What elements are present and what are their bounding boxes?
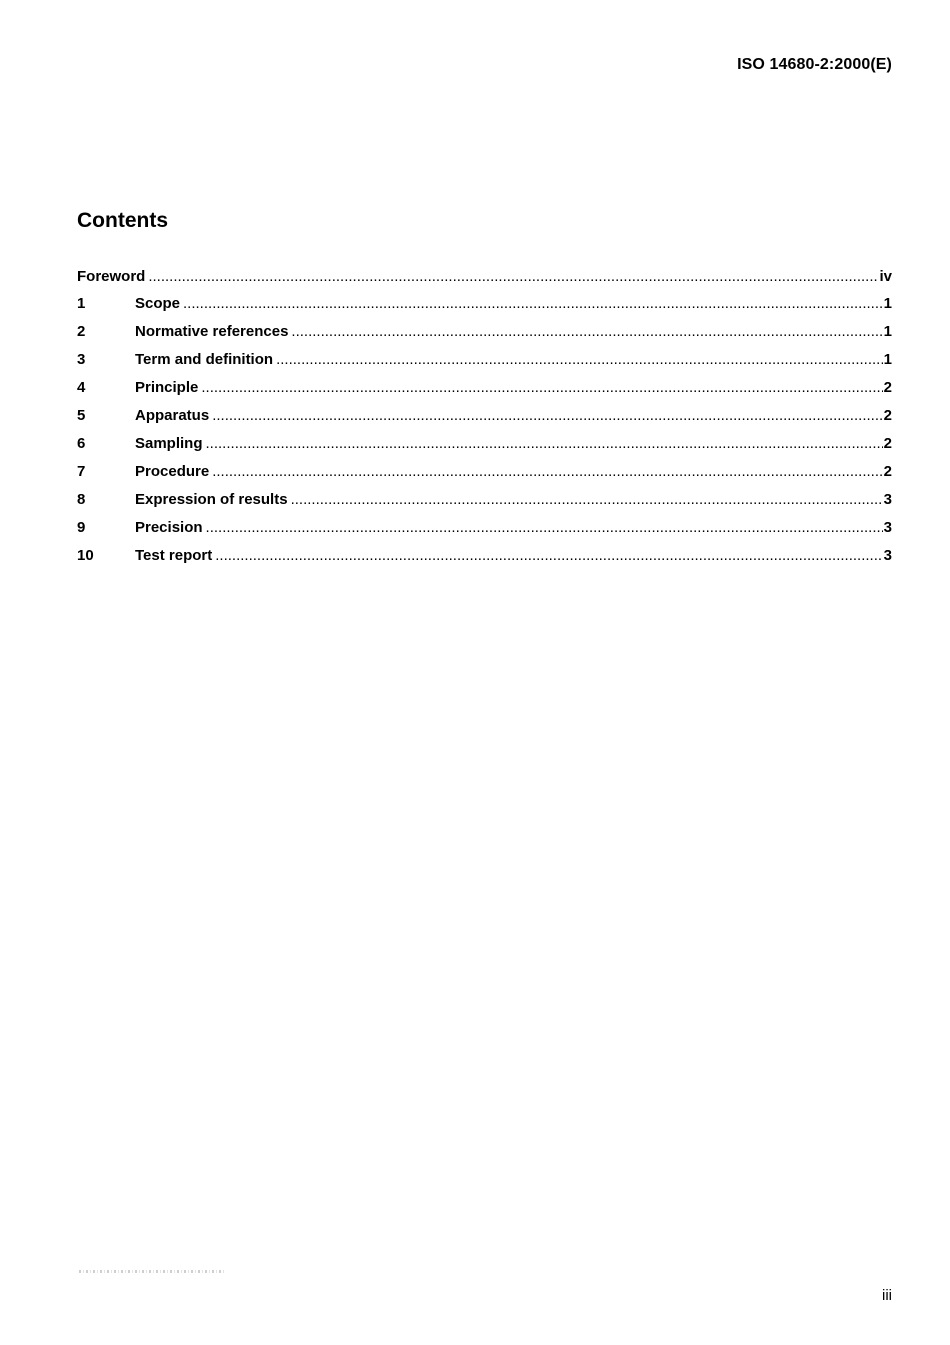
toc-entry-sampling[interactable]: [77, 435, 892, 463]
toc-dot-leader: [212, 407, 882, 424]
toc-entry-number: 7: [77, 463, 86, 480]
toc-entry-page: 2: [883, 435, 892, 452]
toc-entry-number: 6: [77, 435, 86, 452]
toc-entry-page: 1: [883, 323, 892, 340]
toc-entry-page: 2: [883, 379, 892, 396]
toc-entry-principle[interactable]: [77, 379, 892, 407]
toc-dot-leader: [212, 463, 882, 480]
toc-entry-page: 3: [883, 547, 892, 564]
toc-entry-page: 1: [883, 295, 892, 312]
toc-entry-page: iv: [879, 268, 892, 285]
toc-dot-leader: [291, 323, 882, 340]
toc-entry-page: 3: [883, 491, 892, 508]
toc-entry-apparatus[interactable]: [77, 407, 892, 435]
toc-entry-number: 3: [77, 351, 86, 368]
toc-entry-page: 2: [883, 407, 892, 424]
toc-dot-leader: [206, 435, 883, 452]
toc-entry-title: Scope: [135, 295, 181, 312]
toc-entry-title: Apparatus: [135, 407, 210, 424]
toc-entry-precision[interactable]: [77, 519, 892, 547]
toc-entry-number: 2: [77, 323, 86, 340]
toc-dot-leader: [291, 491, 883, 508]
contents-title: Contents: [77, 209, 168, 232]
toc-entry-number: 9: [77, 519, 86, 536]
toc-entry-page: 2: [883, 463, 892, 480]
toc-entry-term-and-definition[interactable]: [77, 351, 892, 379]
toc-entry-title: Term and definition: [135, 351, 274, 368]
toc-entry-number: 5: [77, 407, 86, 424]
toc-dot-leader: [201, 379, 882, 396]
toc-entry-title: Test report: [135, 547, 213, 564]
toc-entry-title: Sampling: [135, 435, 203, 452]
toc-entry-page: 1: [883, 351, 892, 368]
toc-dot-leader: [148, 268, 878, 285]
toc-entry-title: Expression of results: [135, 491, 288, 508]
document-id: ISO 14680-2:2000(E): [737, 56, 892, 73]
toc-dot-leader: [276, 351, 883, 368]
toc-entry-page: 3: [883, 519, 892, 536]
toc-entry-number: 10: [77, 547, 94, 564]
table-of-contents: [77, 268, 892, 575]
toc-entry-expression-of-results[interactable]: [77, 491, 892, 519]
toc-dot-leader: [183, 295, 883, 312]
toc-entry-title: Normative references: [135, 323, 289, 340]
toc-entry-scope[interactable]: [77, 295, 892, 323]
toc-entry-title: Foreword: [77, 268, 146, 285]
toc-entry-number: 1: [77, 295, 86, 312]
toc-entry-number: 8: [77, 491, 86, 508]
toc-entry-title: Principle: [135, 379, 199, 396]
toc-entry-test-report[interactable]: [77, 547, 892, 575]
toc-entry-foreword[interactable]: [77, 268, 892, 295]
page-number: iii: [882, 1287, 892, 1304]
toc-entry-title: Precision: [135, 519, 203, 536]
toc-dot-leader: [206, 519, 883, 536]
toc-dot-leader: [215, 547, 882, 564]
footer-watermark-mark: [79, 1270, 225, 1273]
toc-entry-title: Procedure: [135, 463, 210, 480]
toc-entry-procedure[interactable]: [77, 463, 892, 491]
toc-entry-number: 4: [77, 379, 86, 396]
toc-entry-normative-references[interactable]: [77, 323, 892, 351]
